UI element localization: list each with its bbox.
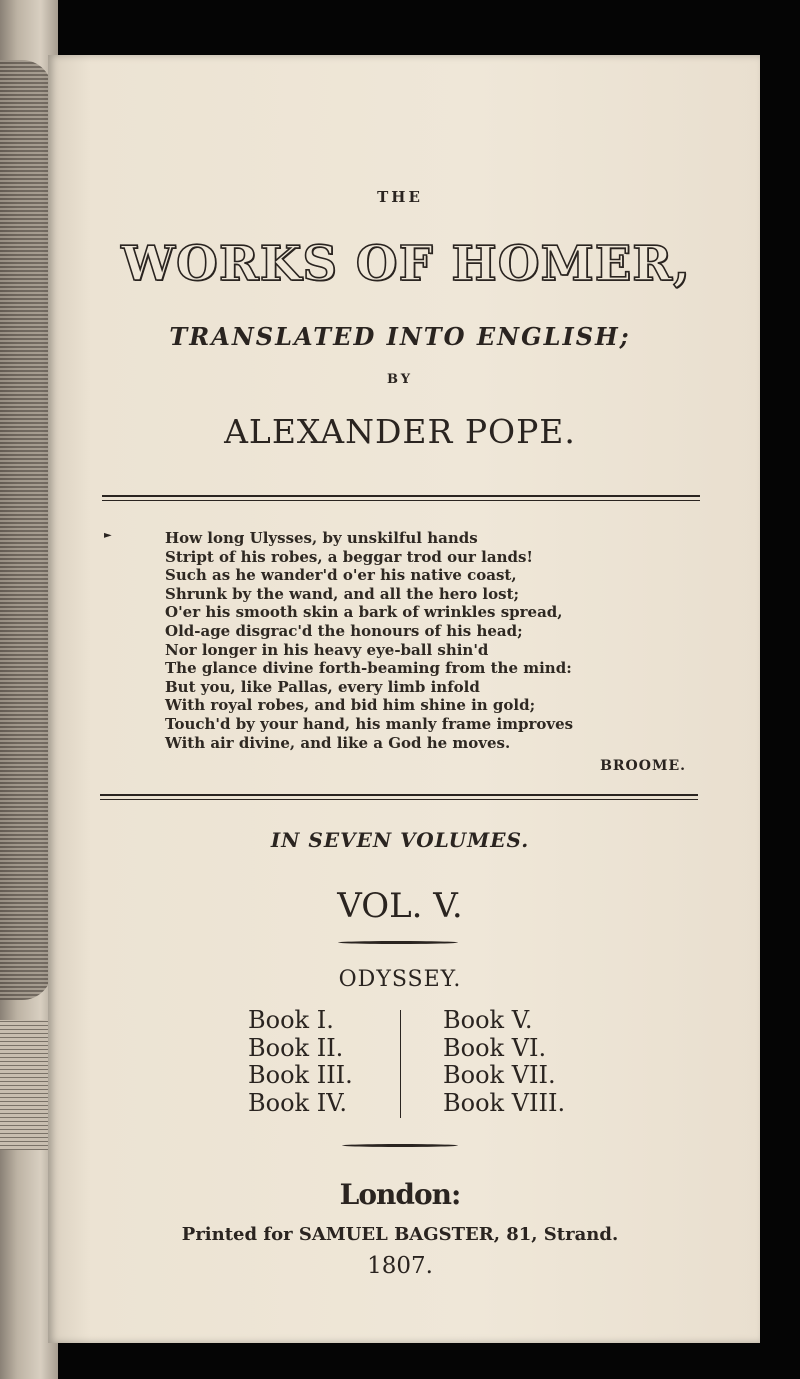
- by-line: BY: [386, 372, 414, 387]
- epigraph-line: O'er his smooth skin a bark of wrinkles spread,: [165, 603, 563, 622]
- column-divider: [400, 1010, 401, 1118]
- title-the: THE: [377, 188, 423, 206]
- publication-year: 1807.: [367, 1253, 433, 1279]
- main-title: WORKS OF HOMER,: [121, 236, 691, 292]
- imprint: Printed for SAMUEL BAGSTER, 81, Strand.: [181, 1224, 619, 1245]
- epigraph: [165, 529, 573, 752]
- epigraph-line: But you, like Pallas, every limb infold: [165, 677, 480, 696]
- engraving-caption: [0, 1020, 50, 1150]
- double-rule-top: [102, 495, 700, 501]
- book-entry: Book VI.: [443, 1033, 547, 1062]
- book-entry: Book VIII.: [443, 1089, 566, 1118]
- author-name: ALEXANDER POPE.: [224, 412, 576, 451]
- epigraph-line: How long Ulysses, by unskilful hands: [165, 529, 478, 547]
- ornament-rule: [342, 1144, 458, 1147]
- book-entry: Book III.: [248, 1061, 353, 1090]
- epigraph-line: Old-age disgrac'd the honours of his head;: [165, 621, 523, 640]
- book-entry: Book IV.: [248, 1089, 347, 1118]
- book-entry: Book I.: [248, 1006, 334, 1034]
- epigraph-line: With royal robes, and bid him shine in gold;: [165, 696, 536, 715]
- epigraph-line: Nor longer in his heavy eye-ball shin'd: [165, 640, 489, 659]
- book-entry: Book VII.: [443, 1061, 556, 1090]
- book-entry: Book II.: [248, 1033, 344, 1062]
- epigraph-line: Such as he wander'd o'er his native coast,: [165, 566, 517, 585]
- books-right-column: [443, 1007, 565, 1118]
- work-title: ODYSSEY.: [338, 967, 462, 992]
- printer-mark: ►: [104, 530, 112, 541]
- epigraph-line: With air divine, and like a God he moves.: [165, 733, 511, 752]
- double-rule-bottom: [100, 794, 698, 800]
- epigraph-line: Shrunk by the wand, and all the hero lost;: [165, 584, 520, 603]
- volume-number: VOL. V.: [337, 886, 463, 926]
- books-left-column: [248, 1007, 353, 1118]
- volumes-note: IN SEVEN VOLUMES.: [270, 828, 530, 852]
- ornament-rule: [338, 941, 458, 944]
- epigraph-line: Touch'd by your hand, his manly frame improves: [165, 714, 574, 733]
- book-entry: Book V.: [443, 1006, 533, 1034]
- place-of-publication: London:: [339, 1178, 461, 1211]
- epigraph-line: Stript of his robes, a beggar trod our lands!: [165, 547, 533, 566]
- subtitle: TRANSLATED INTO ENGLISH;: [169, 322, 631, 351]
- epigraph-attribution: BROOME.: [600, 758, 686, 774]
- epigraph-line: The glance divine forth-beaming from the mind:: [165, 659, 572, 678]
